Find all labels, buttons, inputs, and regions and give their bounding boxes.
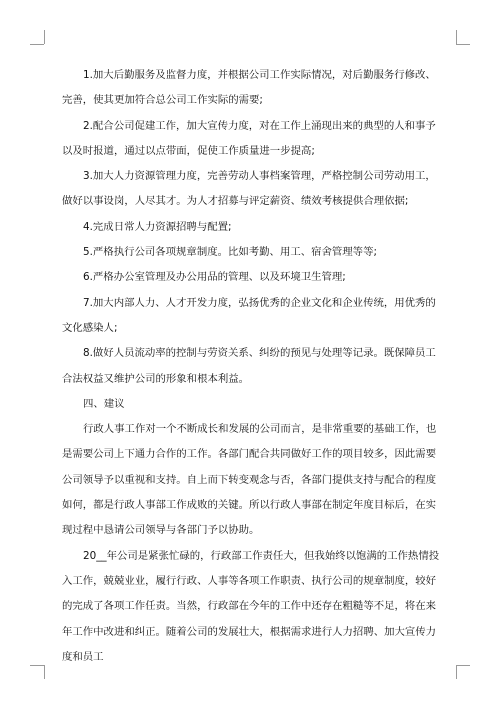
paragraph: 3.加大人力资源管理力度，完善劳动人事档案管理，严格控制公司劳动用工，做好以事设岗，人尽其才。为人才招募与评定薪资、绩效考核提供合理依据; [62, 170, 436, 208]
paragraph: 8.做好人员流动率的控制与劳资关系、纠纷的预见与处理等记录。既保障员工合法权益又维护公司的形象和根本利益。 [62, 347, 436, 385]
paragraph: 1.加大后勤服务及监督力度，并根据公司工作实际情况，对后勤服务行修改、完善，使其更加符合总公司工作实际的需要; [62, 69, 436, 107]
paragraph: 20__年公司是紧张忙碌的，行政部工作责任大，但我始终以饱满的工作热情投入工作，兢兢业业，履行行政、人事等各项工作职责、执行公司的规章制度，较好的完成了各项工作任责。当然，行政部在今年的工作中还存在粗糙等不足，将在来年工作中改进和纠正。随着公司的发展壮大，根据需求进行人力招聘、加大宣传力度和员工 [62, 549, 440, 663]
section-heading: 四、建议 [83, 397, 125, 410]
paragraph: 2.配合公司促建工作，加大宣传力度，对在工作上涌现出来的典型的人和事予以及时报道，通过以点带面，促使工作质量进一步提高; [62, 119, 436, 157]
paragraph: 4.完成日常人力资源招聘与配置; [83, 220, 232, 233]
paragraph: 行政人事工作对一个不断成长和发展的公司而言，是非常重要的基础工作，也是需要公司上下通力合作的工作。各部门配合共同做好工作的项目较多，因此需要公司领导予以重视和支持。自上而下转变观念与否，各部门提供支持与配合的程度如何，都是行政人事部工作成败的关键。所以行政人事部在制定年度目标后，在实现过程中恳请公司领导与各部门予以协助。 [62, 423, 437, 537]
document-body [62, 63, 440, 670]
paragraph: 5.严格执行公司各项规章制度。比如考勤、用工、宿舍管理等等; [83, 246, 377, 259]
paragraph: 7.加大内部人力、人才开发力度，弘扬优秀的企业文化和企业传统，用优秀的文化感染人; [62, 296, 436, 334]
paragraph: 6.严格办公室管理及办公用品的管理、以及环境卫生管理; [83, 271, 346, 284]
